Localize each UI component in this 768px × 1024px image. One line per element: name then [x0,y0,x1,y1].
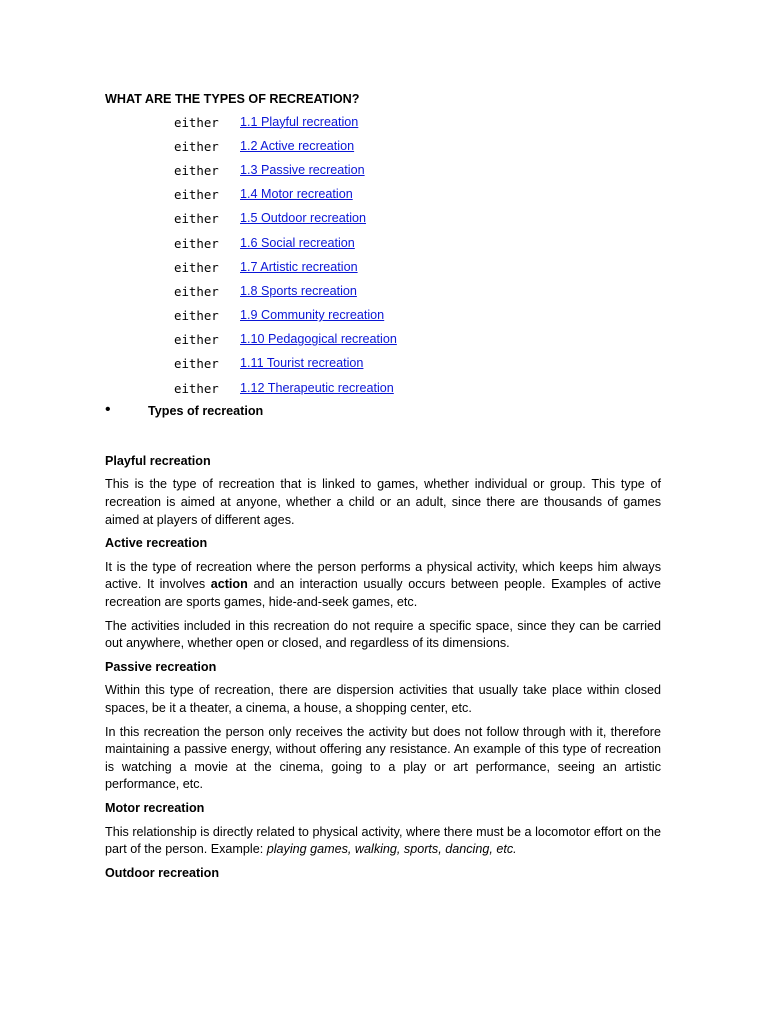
toc-item [174,355,661,379]
paragraph-passive-2: In this recreation the person only receives the activity but does not follow through with it, therefore maintaining a passive energy, without offering any resistance. An example of this type of recreation is watching a movie at the cinema, going to a play or art performance, seeing an artistic performance, etc. [105,724,661,792]
toc-link-social[interactable]: 1.6 Social recreation [240,235,355,250]
toc-bullet: either [174,356,219,372]
paragraph-text: This relationship is directly related to physical activity, where there must be a locomotor effort on the part of the person. Example: [105,824,661,857]
document-page [105,91,661,888]
toc-item [174,186,661,210]
toc-item [174,210,661,234]
paragraph-playful-1: This is the type of recreation that is linked to games, whether individual or group. This type of recreation is aimed at anyone, whether a child or an adult, since there are thousands of games aimed at players of different ages. [105,477,661,527]
toc-bullet: either [174,332,219,348]
bold-term: action [210,577,248,592]
bullet-dot-icon: • [105,400,111,418]
toc-link-motor[interactable]: 1.4 Motor recreation [240,187,353,202]
toc-link-outdoor[interactable]: 1.5 Outdoor recreation [240,211,367,226]
toc-bullet: either [174,235,219,251]
toc-bullet: either [174,283,219,299]
toc-item [174,114,661,138]
toc-link-passive[interactable]: 1.3 Passive recreation [240,162,365,177]
italic-examples: playing games, walking, sports, dancing, etc. [266,842,517,857]
toc-bullet: either [174,259,219,275]
toc-item [174,283,661,307]
paragraph-passive-1: Within this type of recreation, there are dispersion activities that usually take place within closed spaces, be it a theater, a cinema, a house, a shopping center, etc. [105,683,661,715]
toc-bullet: either [174,308,219,324]
heading-motor: Motor recreation [105,800,205,815]
toc-link-active[interactable]: 1.2 Active recreation [240,138,355,153]
section-bullet-label: Types of recreation [148,403,264,418]
toc-bullet: either [174,162,219,178]
toc-bullet: either [174,380,219,396]
toc-link-artistic[interactable]: 1.7 Artistic recreation [240,259,358,274]
heading-passive: Passive recreation [105,659,217,674]
paragraph-motor-1 [105,824,661,859]
toc-link-community[interactable]: 1.9 Community recreation [240,308,385,323]
table-of-contents [105,114,661,404]
toc-bullet: either [174,114,219,130]
paragraph-text: It is the type of recreation where the person performs a physical activity, which keeps him always active. It involves [105,559,661,592]
paragraph-active-1 [105,559,661,612]
toc-item [174,138,661,162]
toc-item [174,380,661,404]
toc-link-playful[interactable]: 1.1 Playful recreation [240,114,359,129]
section-bullet [105,400,661,427]
paragraph-active-2: The activities included in this recreation do not require a specific space, since they can be carried out anywhere, whether open or closed, and regardless of its dimensions. [105,618,661,651]
heading-outdoor: Outdoor recreation [105,865,220,880]
toc-link-sports[interactable]: 1.8 Sports recreation [240,283,357,298]
page-title: WHAT ARE THE TYPES OF RECREATION? [105,92,360,106]
paragraph-text: and an interaction usually occurs between people. Examples of active recreation are sports games, hide-and-seek games, etc. [105,577,661,609]
toc-link-tourist[interactable]: 1.11 Tourist recreation [240,356,364,371]
toc-item [174,331,661,355]
toc-bullet: either [174,211,219,227]
toc-bullet: either [174,138,219,154]
toc-link-therapeutic[interactable]: 1.12 Therapeutic recreation [240,380,394,395]
toc-item [174,259,661,283]
toc-item [174,307,661,331]
heading-playful: Playful recreation [105,453,211,468]
toc-link-pedagogical[interactable]: 1.10 Pedagogical recreation [240,332,397,347]
toc-item [174,162,661,186]
heading-active: Active recreation [105,536,208,551]
toc-bullet: either [174,187,219,203]
toc-item [174,235,661,259]
